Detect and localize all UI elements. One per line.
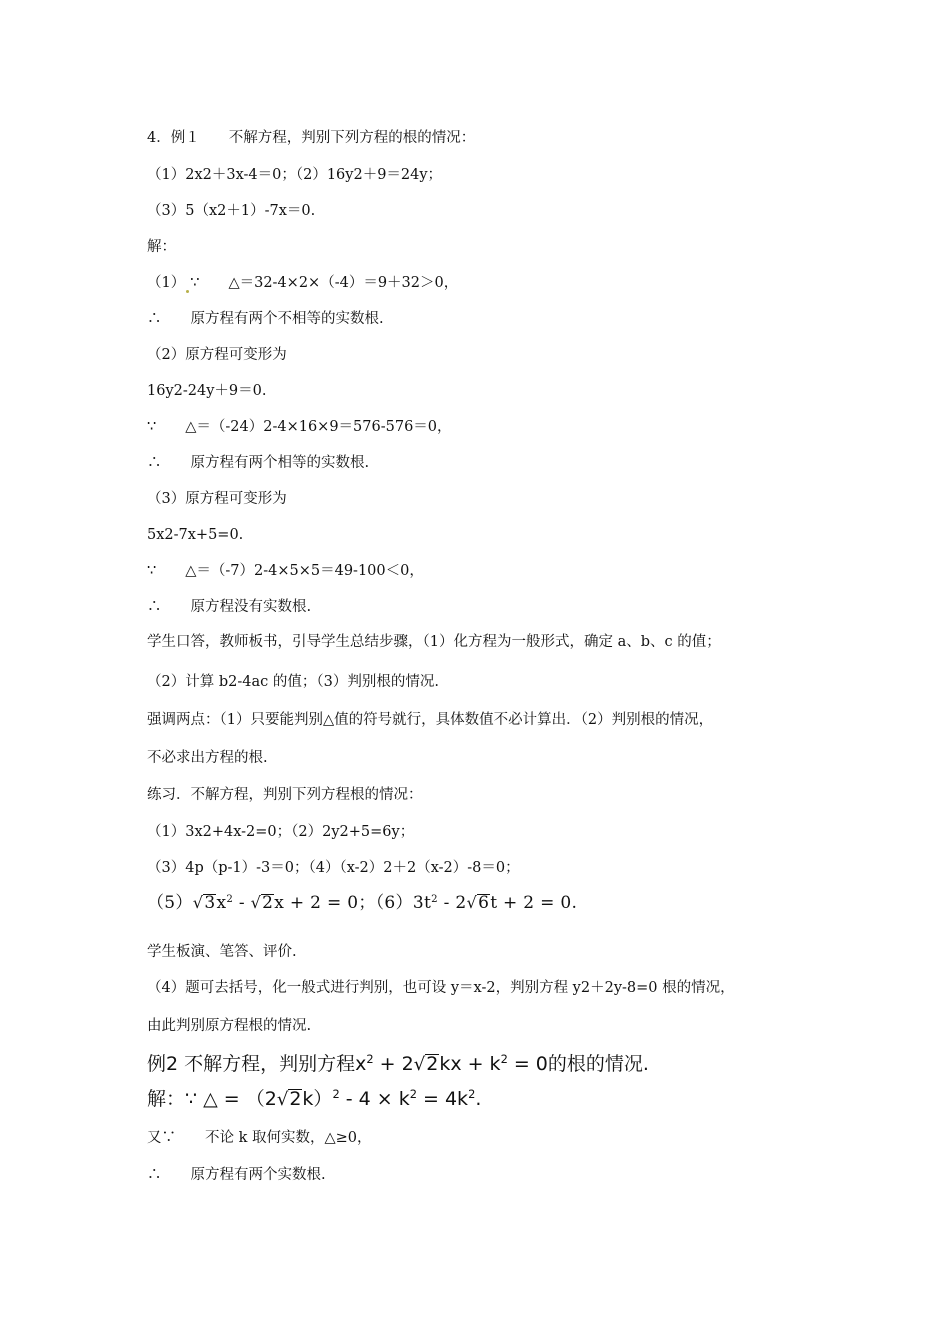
- solution-2-conclusion: ∴ 原方程有两个相等的实数根.: [147, 455, 370, 471]
- example-1-equation-3: （3）5（x2＋1）-7x＝0.: [147, 203, 316, 219]
- formula-text: + 2: [373, 1053, 414, 1075]
- exercise-5-6-formula: [147, 893, 577, 913]
- sqrt-symbol: √: [276, 1089, 289, 1110]
- sqrt-symbol: √: [413, 1054, 426, 1075]
- sqrt-radicand: 2: [426, 1053, 439, 1075]
- solution-3-conclusion: ∴ 原方程没有实数根.: [147, 599, 312, 615]
- example-1-equations-1-2: （1）2x2＋3x-4＝0；（2）16y2＋9＝24y；: [147, 167, 443, 183]
- formula-text: - 4 × k: [339, 1088, 410, 1110]
- exponent: 2: [366, 1052, 374, 1067]
- solution-2-discriminant: ∵ △＝（-24）2-4×16×9＝576-576＝0，: [147, 419, 452, 435]
- formula-text: x: [216, 893, 227, 913]
- sqrt-symbol: √: [192, 893, 204, 912]
- solution-3-discriminant: ∵ △＝（-7）2-4×5×5＝49-100＜0，: [147, 563, 424, 579]
- exponent: 2: [431, 893, 438, 905]
- sqrt-symbol: √: [466, 893, 478, 912]
- exponent: 2: [500, 1052, 508, 1067]
- solution-1-text: ∵ △＝32-4×2×（-4）＝9＋32＞0，: [190, 275, 459, 291]
- exponent: 2: [468, 1087, 476, 1102]
- formula-text: -: [233, 893, 251, 913]
- exponent: 2: [409, 1087, 417, 1102]
- formula-text: kx + k: [439, 1053, 501, 1075]
- exercise-3-4: （3）4p（p-1）-3＝0；（4）（x-2）2＋2（x-2）-8＝0；: [147, 860, 520, 876]
- sqrt-radicand: 2: [262, 893, 274, 913]
- solution-1-discriminant: [147, 273, 458, 293]
- solution-1-conclusion: ∴ 原方程有两个不相等的实数根.: [147, 311, 384, 327]
- formula-text: 解：∵ △ = （2: [147, 1088, 277, 1110]
- emphasis-note-cont: 不必求出方程的根.: [147, 750, 268, 766]
- solution-3-intro: （3）原方程可变形为: [147, 491, 287, 507]
- board-work-note: 学生板演、笔答、评价.: [147, 944, 297, 960]
- formula-text: t + 2 = 0.: [490, 893, 578, 913]
- example-2-conclusion: ∴ 原方程有两个实数根.: [147, 1167, 326, 1183]
- exponent: 2: [226, 893, 234, 905]
- formula-text: = 0的根的情况.: [507, 1053, 649, 1075]
- teaching-note-steps-cont: （2）计算 b2-4ac 的值；（3）判别根的情况.: [147, 674, 439, 690]
- sqrt-radicand: 6: [478, 893, 490, 913]
- exercise-heading: 练习．不解方程，判别下列方程根的情况：: [147, 787, 423, 803]
- sqrt-symbol: √: [250, 893, 262, 912]
- formula-text: k）: [302, 1088, 333, 1110]
- emphasis-note: 强调两点：（1）只要能判别△值的符号就行，具体数值不必计算出．（2）判别根的情况，: [147, 712, 714, 728]
- substitution-note: （4）题可去括号，化一般式进行判别，也可设 y＝x-2，判别方程 y2＋2y-8=0 根的情况，: [147, 980, 735, 996]
- solution-label: 解：: [147, 239, 176, 255]
- artifact-dot: [186, 290, 189, 293]
- solution-2-equation: 16y2-24y＋9＝0.: [147, 383, 267, 399]
- formula-text: .: [475, 1088, 482, 1110]
- solution-3-equation: 5x2-7x+5=0.: [147, 527, 244, 543]
- formula-text: x + 2 = 0；（6）3t: [274, 893, 432, 913]
- sqrt-radicand: 2: [289, 1088, 302, 1110]
- formula-text: - 2: [437, 893, 467, 913]
- substitution-note-cont: 由此判别原方程根的情况.: [147, 1018, 312, 1034]
- exponent: 2: [332, 1087, 340, 1102]
- formula-text: = 4k: [416, 1088, 469, 1110]
- example-2-solution: [147, 1089, 481, 1110]
- sqrt-radicand: 3: [204, 893, 216, 913]
- teaching-note-steps: 学生口答，教师板书，引导学生总结步骤，（1）化方程为一般形式，确定 a、b、c 的值；: [147, 634, 721, 650]
- example-2-reasoning: 又∵ 不论 k 取何实数，△≥0，: [147, 1130, 372, 1146]
- example-2-heading: [147, 1054, 649, 1075]
- exercise-1-2: （1）3x2+4x-2=0；（2）2y2+5=6y；: [147, 824, 415, 840]
- solution-1-label: （1）: [147, 275, 186, 291]
- formula-text: （5）: [147, 893, 193, 913]
- solution-2-intro: （2）原方程可变形为: [147, 347, 287, 363]
- formula-text: 例2 不解方程，判别方程x: [147, 1053, 367, 1075]
- example-1-heading: 4．例１ 不解方程，判别下列方程的根的情况：: [147, 130, 476, 146]
